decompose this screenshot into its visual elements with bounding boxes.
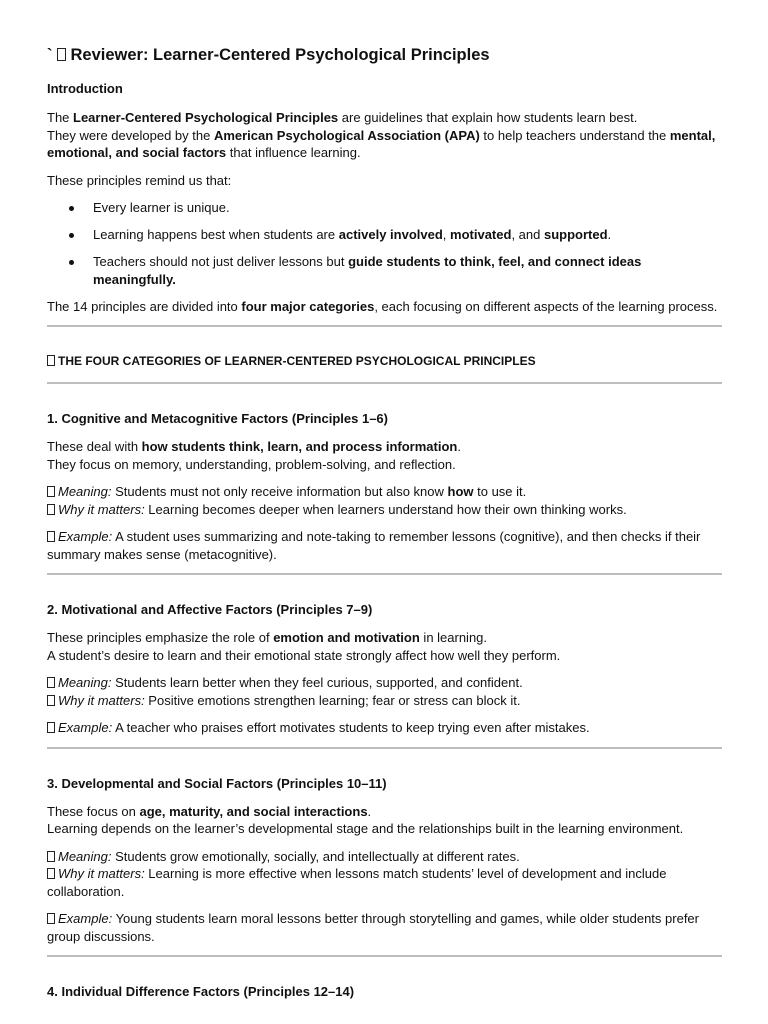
missing-glyph-icon xyxy=(47,531,55,542)
text-run: A student’s desire to learn and their emotional state strongly affect how well they perform. xyxy=(47,647,561,663)
text-run: . xyxy=(607,227,612,242)
divider xyxy=(47,325,722,327)
text-run: are guidelines that explain how students learn best. xyxy=(338,110,638,125)
italic-label: Example: xyxy=(58,720,113,735)
text-run: Students must not only receive information but also know xyxy=(111,484,448,499)
bold-text: emotion and motivation xyxy=(273,630,420,645)
italic-label: Meaning: xyxy=(58,484,112,499)
why-line xyxy=(47,692,722,710)
missing-glyph-icon xyxy=(47,722,55,733)
bold-text: how students think, learn, and process information xyxy=(141,439,458,454)
missing-glyph-icon xyxy=(47,486,55,497)
meaning-why-block xyxy=(47,674,722,709)
example-text xyxy=(58,720,590,735)
missing-glyph-icon xyxy=(47,695,55,706)
italic-label: Meaning: xyxy=(58,675,112,690)
bold-text: motivated xyxy=(450,227,512,242)
why-line xyxy=(47,865,722,900)
text-run: . xyxy=(367,803,372,819)
meaning-line xyxy=(47,848,722,866)
example-text xyxy=(47,529,700,562)
text-run: Positive emotions strengthen learning; fear or stress can block it. xyxy=(144,692,521,708)
why-text xyxy=(47,866,666,899)
text-run: , each focusing on different aspects of the learning process. xyxy=(374,298,718,314)
text-run: Learning depends on the learner’s developmental stage and the relationships built in the learning environment. xyxy=(47,821,684,836)
divider xyxy=(47,955,722,957)
bold-text: Learner-Centered Psychological Principles xyxy=(73,110,339,125)
missing-glyph-icon xyxy=(57,48,66,61)
missing-glyph-icon xyxy=(47,868,55,879)
category-description xyxy=(47,438,722,473)
bullet-item xyxy=(47,226,722,244)
example-line xyxy=(47,910,722,945)
intro-heading: Introduction xyxy=(47,81,123,96)
document-page xyxy=(47,44,722,1011)
text-run: . xyxy=(457,439,461,454)
italic-label: Why it matters: xyxy=(58,501,145,517)
text-run: that influence learning. xyxy=(226,145,361,160)
italic-label: Meaning: xyxy=(58,848,112,864)
text-run: , xyxy=(442,227,451,242)
italic-label: Why it matters: xyxy=(58,692,145,708)
text-run: in learning. xyxy=(419,630,488,645)
category-title: 2. Motivational and Affective Factors (Principles 7–9) xyxy=(47,602,373,617)
intro-paragraph-1 xyxy=(47,109,722,162)
missing-glyph-icon xyxy=(47,355,55,366)
text-run: , and xyxy=(511,227,544,242)
text-run: Learning becomes deeper when learners understand how their own thinking works. xyxy=(144,501,627,517)
text-run: The xyxy=(47,110,74,125)
text-run: They focus on memory, understanding, problem-solving, and reflection. xyxy=(47,456,456,472)
bold-text: American Psychological Association (APA) xyxy=(213,127,480,143)
meaning-text xyxy=(58,484,526,499)
document-title xyxy=(47,44,722,66)
intro-paragraph-3 xyxy=(47,298,722,316)
missing-glyph-icon xyxy=(47,913,55,924)
title-text: Reviewer: Learner-Centered Psychological Principles xyxy=(70,46,490,64)
italic-label: Why it matters: xyxy=(58,866,145,881)
section-heading-text: THE FOUR CATEGORIES OF LEARNER-CENTERED PSYCHOLOGICAL PRINCIPLES xyxy=(58,354,536,368)
bold-text: how xyxy=(447,484,474,499)
missing-glyph-icon xyxy=(47,504,55,515)
missing-glyph-icon xyxy=(47,677,55,688)
why-text xyxy=(58,502,627,517)
example-text xyxy=(47,911,699,944)
text-run: to help teachers understand the xyxy=(479,127,670,143)
text-run: A teacher who praises effort motivates students to keep trying even after mistakes. xyxy=(112,720,590,735)
divider xyxy=(47,573,722,575)
category-description xyxy=(47,629,722,664)
category-title: 1. Cognitive and Metacognitive Factors (Principles 1–6) xyxy=(47,411,388,426)
meaning-text xyxy=(58,849,520,864)
bold-text: supported xyxy=(543,227,608,242)
intro-paragraph-2: These principles remind us that: xyxy=(47,172,232,188)
bullet-dot-icon xyxy=(69,233,74,238)
meaning-text xyxy=(58,675,523,690)
category-description xyxy=(47,803,722,838)
italic-label: Example: xyxy=(58,529,113,544)
text-run: Students learn better when they feel curious, supported, and confident. xyxy=(111,675,523,690)
why-text xyxy=(58,693,520,708)
bullet-dot-icon xyxy=(69,260,74,265)
divider xyxy=(47,382,722,384)
example-line xyxy=(47,719,722,737)
missing-glyph-icon xyxy=(47,851,55,862)
bullet-text xyxy=(93,227,611,242)
bold-text: mental, emotional, and social factors xyxy=(47,127,716,160)
text-run: Learning is more effective when lessons match students’ level of development and include collaboration. xyxy=(47,866,667,899)
bullet-text xyxy=(93,254,641,287)
text-run: A student uses summarizing and note-taking to remember lessons (cognitive), and then checks if their summary makes sense (metacognitive). xyxy=(47,529,701,562)
category-title: 3. Developmental and Social Factors (Principles 10–11) xyxy=(47,775,387,791)
bold-text: four major categories xyxy=(241,298,375,314)
bullet-item xyxy=(47,199,722,217)
text-run: Learning happens best when students are xyxy=(93,227,339,242)
text-run: Young students learn moral lessons better through storytelling and games, while older students prefer group discussions. xyxy=(47,911,699,944)
bold-text: guide students to think, feel, and connect ideas meaningfully. xyxy=(93,254,642,287)
bold-text: age, maturity, and social interactions xyxy=(139,803,368,819)
meaning-line xyxy=(47,483,722,501)
category-title: 4. Individual Difference Factors (Principles 12–14) xyxy=(47,984,355,999)
text-run: They were developed by the xyxy=(47,127,214,143)
text-run: Students grow emotionally, socially, and intellectually at different rates. xyxy=(111,848,520,864)
text-run: The 14 principles are divided into xyxy=(47,298,242,314)
meaning-why-block xyxy=(47,483,722,518)
text-run: These focus on xyxy=(47,803,140,819)
bold-text: actively involved xyxy=(338,227,443,242)
bullet-text xyxy=(93,200,230,215)
text-run: Every learner is unique. xyxy=(93,200,230,215)
intro-bullet-list xyxy=(47,199,722,288)
text-run: These principles emphasize the role of xyxy=(47,630,274,645)
title-prefix: ` xyxy=(47,46,53,64)
divider xyxy=(47,747,722,749)
meaning-line xyxy=(47,674,722,692)
meaning-why-block xyxy=(47,848,722,901)
text-run: to use it. xyxy=(473,484,527,499)
section-heading xyxy=(47,352,722,370)
why-line xyxy=(47,501,722,519)
example-line xyxy=(47,528,722,563)
bullet-item xyxy=(47,253,722,288)
italic-label: Example: xyxy=(58,911,113,926)
bullet-dot-icon xyxy=(69,206,74,211)
text-run: These deal with xyxy=(47,439,142,454)
text-run: Teachers should not just deliver lessons but xyxy=(93,254,349,269)
